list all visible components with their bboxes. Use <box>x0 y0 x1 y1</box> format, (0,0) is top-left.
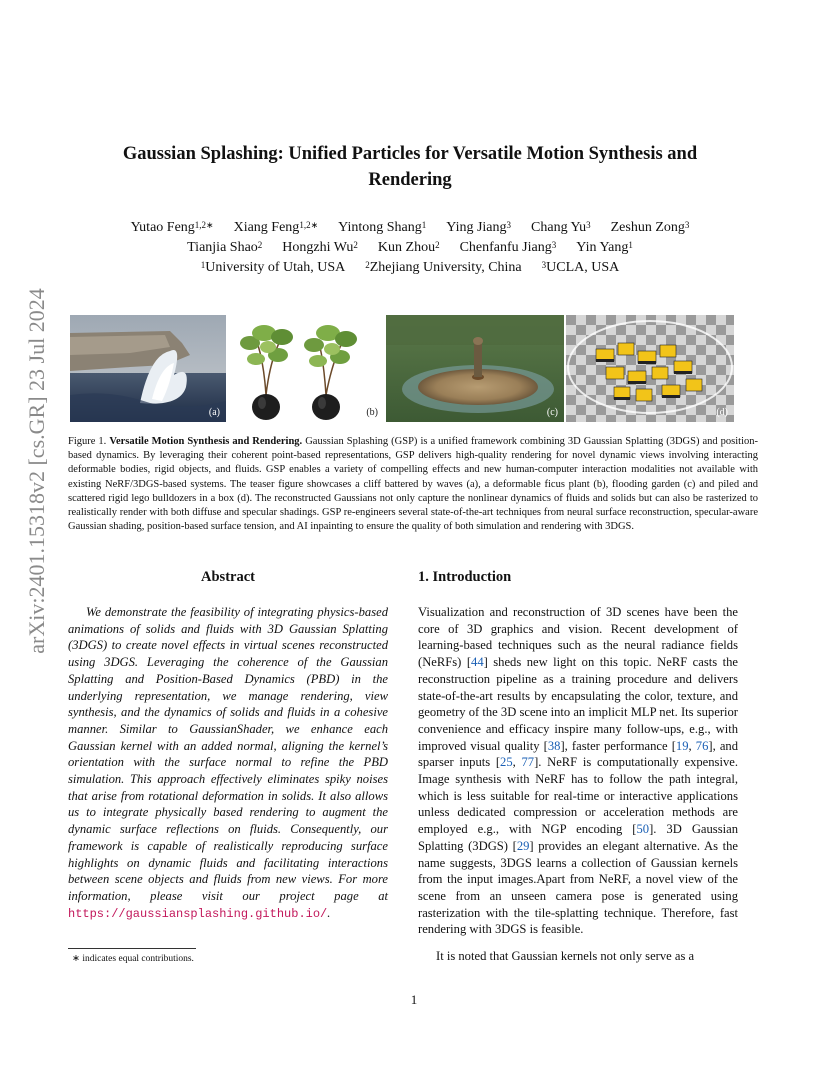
author-affiliation-marker: 3 <box>684 220 690 230</box>
introduction-heading: 1. Introduction <box>418 569 512 585</box>
affiliation-marker: 3 <box>541 260 547 270</box>
intro-text-segment: ], faster performance [ <box>560 738 676 753</box>
intro-text-segment: ]. 3D Gaussian Splatting (3DGS) [ <box>418 822 738 853</box>
citation-link[interactable]: 25 <box>500 755 513 770</box>
abstract-end: . <box>327 905 331 920</box>
intro-text-segment: ]. NeRF is computationally expensive. Image synthesis with NeRF has to follow the path integral, which is less suitable for real-time or interactive applications unless dedicated compression or acceleration methods are employed e.g., with NGP encoding [ <box>418 755 738 837</box>
figure-panel-b-ficus-plant <box>228 315 384 422</box>
figure-panel-d-lego-bulldozers <box>566 315 734 422</box>
affiliation-name: University of Utah, USA <box>205 260 346 275</box>
author-name-text: Yutao Feng <box>130 220 195 235</box>
figure-label-b: (b) <box>366 407 378 418</box>
affiliation-marker: 1 <box>200 260 206 270</box>
author-affiliation-marker: 1 <box>421 220 427 230</box>
author-affiliation-marker: 3 <box>551 240 557 250</box>
author-name-text: Yintong Shang <box>338 220 422 235</box>
caption-prefix: Figure 1. <box>68 436 107 447</box>
author-name-text: Chenfanfu Jiang <box>459 240 552 255</box>
affiliation <box>201 260 346 275</box>
author-affiliation-marker: 1,2∗ <box>299 220 319 230</box>
author-name <box>446 220 511 235</box>
figure-label-c: (c) <box>546 407 558 418</box>
author-name-text: Zeshun Zong <box>610 220 685 235</box>
intro-text-segment: Visualization and reconstruction of 3D scenes have been the core of 3D graphics and vision. Recent development of learning-based techniques such as the neural radiance fields (NeRFs) [ <box>418 605 738 670</box>
author-name <box>234 220 319 235</box>
author-name-text: Tianjia Shao <box>187 240 258 255</box>
introduction-paragraph-1 <box>418 604 738 938</box>
ficus-plants-image <box>228 315 384 422</box>
project-page-link[interactable]: https://gaussiansplashing.github.io/ <box>68 906 328 921</box>
figure-label-d: (d) <box>716 407 728 418</box>
author-name <box>338 220 426 235</box>
cliff-waves-image <box>70 315 226 422</box>
citation-link[interactable]: 29 <box>516 838 530 853</box>
author-name <box>282 240 358 255</box>
author-affiliation-marker: 1,2∗ <box>194 220 214 230</box>
author-name-text: Kun Zhou <box>377 240 436 255</box>
intro-text-segment: , <box>688 738 696 753</box>
abstract-text <box>68 604 388 922</box>
author-name <box>187 240 262 255</box>
citation-link[interactable]: 38 <box>547 738 561 753</box>
author-name <box>531 220 591 235</box>
title-line-2: Rendering <box>368 170 452 190</box>
citation-link[interactable]: 77 <box>521 755 535 770</box>
footnote: ∗ indicates equal contributions. <box>72 954 194 964</box>
citation-link[interactable]: 76 <box>695 738 709 753</box>
intro-text-segment: ] provides an elegant alternative. As the name suggests, 3DGS learns a collection of Gaussian kernels from the input images.Apart from NeRF, a novel view of the scene from an unseen camera pose is generated using rasterization with the tile-splatting technique. Therefore, fast rendering with 3DGS is feasible. <box>418 838 738 937</box>
citation-link[interactable]: 50 <box>636 822 650 837</box>
author-affiliation-marker: 2 <box>257 240 263 250</box>
author-name-text: Yin Yang <box>576 240 629 255</box>
caption-text: Gaussian Splashing (GSP) is a unified framework combining 3D Gaussian Splatting (3DGS) and position-based dynamics. By leveraging their coherent point-based representations, GSP delivers high-quality rendering for novel dynamic views involving interacting deformable bodies, rigid objects, and fluids. GSP enables a variety of compelling effects and new human-computer interaction modalities not available with existing NeRF/3DGS-based systems. The teaser figure showcases a cliff battered by waves (a), a deformable ficus plant (b), flooding garden (c) and piled and scattered rigid lego bulldozers in a box (d). The reconstructed Gaussians not only capture the nonlinear dynamics of fluids and solids but can also be rasterized to realistically render with both diffuse and specular shadings. GSP re-engineers several state-of-the-art techniques from neural surface reconstruction, specular-aware Gaussian shading, position-based surface tension, and AI inpainting to ensure the quality of both simulation and rendering with 3DGS. <box>68 436 759 533</box>
abstract-heading: Abstract <box>201 569 255 585</box>
title-line-1: Gaussian Splashing: Unified Particles for Versatile Motion Synthesis and <box>122 144 698 164</box>
author-name-text: Hongzhi Wu <box>282 240 354 255</box>
caption-title: Versatile Motion Synthesis and Rendering. <box>109 436 303 447</box>
affiliation-name: UCLA, USA <box>546 260 620 275</box>
author-name <box>576 240 633 255</box>
citation-link[interactable]: 19 <box>675 738 689 753</box>
author-name <box>611 220 690 235</box>
authors-row-1 <box>60 218 760 238</box>
author-affiliation-marker: 2 <box>353 240 358 250</box>
author-affiliation-marker: 3 <box>586 220 591 230</box>
abstract-body-text: We demonstrate the feasibility of integrating physics-based animations of solids and fluids with 3D Gaussian Splatting (3DGS) to create novel effects in virtual scenes reconstructed using 3DGS. Leveraging the coherence of the Gaussian Splatting and Position-Based Dynamics (PBD) in the underlying representation, we manage rendering, view synthesis, and the dynamics of solids and fluids in a cohesive manner. Similar to GaussianShader, we enhance each Gaussian kernel with an added normal, aligning the kernel’s orientation with the surface normal to refine the PBD simulation. This approach effectively eliminates spiky noises that arise from rotational deformation in solids. It also allows us to integrate physically based rendering to augment the dynamic surface reflections on fluids. Consequently, our framework is capable of realistically reproducing surface highlights on dynamic fluids and facilitating interactions between scene objects and fluids from new views. For more information, please visit our project page at <box>68 605 388 903</box>
figure-caption <box>68 435 758 534</box>
author-affiliation-marker: 1 <box>628 240 633 250</box>
page-number: 1 <box>410 992 418 1007</box>
affiliation <box>365 260 521 275</box>
author-name <box>460 240 557 255</box>
affiliation-name: Zhejiang University, China <box>369 260 522 275</box>
author-name <box>131 220 214 235</box>
footnote-divider <box>68 948 196 949</box>
citation-link[interactable]: 44 <box>471 655 484 670</box>
authors-row-2 <box>60 238 760 258</box>
affiliation <box>542 260 620 275</box>
author-name-text: Ying Jiang <box>446 220 507 235</box>
author-affiliation-marker: 2 <box>435 240 440 250</box>
figure-label-a: (a) <box>208 407 220 418</box>
lego-bulldozers-image <box>566 315 734 422</box>
author-name-text: Xiang Feng <box>233 220 300 235</box>
affiliations <box>60 258 760 278</box>
author-name <box>378 240 440 255</box>
author-name-text: Chang Yu <box>531 220 587 235</box>
intro-text-segment: ] sheds new light on this topic. NeRF casts the reconstruction pipeline as a training procedure and delivers state-of-the-art results by encapsulating the color, texture, and geometry of the 3D scene into an implicit MLP net. Its superior convenience and efficacy inspire many follow-ups, e.g., with improved visual quality [ <box>418 655 738 753</box>
introduction-paragraph-2: It is noted that Gaussian kernels not only serve as a <box>436 949 695 963</box>
intro-text-segment: , <box>512 755 522 770</box>
paper-title <box>60 141 760 193</box>
intro-text-segment: ], and sparser inputs [ <box>418 738 739 770</box>
arxiv-identifier-stamp: arXiv:2401.15318v2 [cs.GR] 23 Jul 2024 <box>24 288 49 654</box>
author-affiliation-marker: 3 <box>506 220 512 230</box>
affiliation-marker: 2 <box>365 260 370 270</box>
flooding-garden-image <box>386 315 564 422</box>
figure-panel-c-flooding-garden <box>386 315 564 422</box>
figure-panel-a-cliff-waves <box>70 315 226 422</box>
